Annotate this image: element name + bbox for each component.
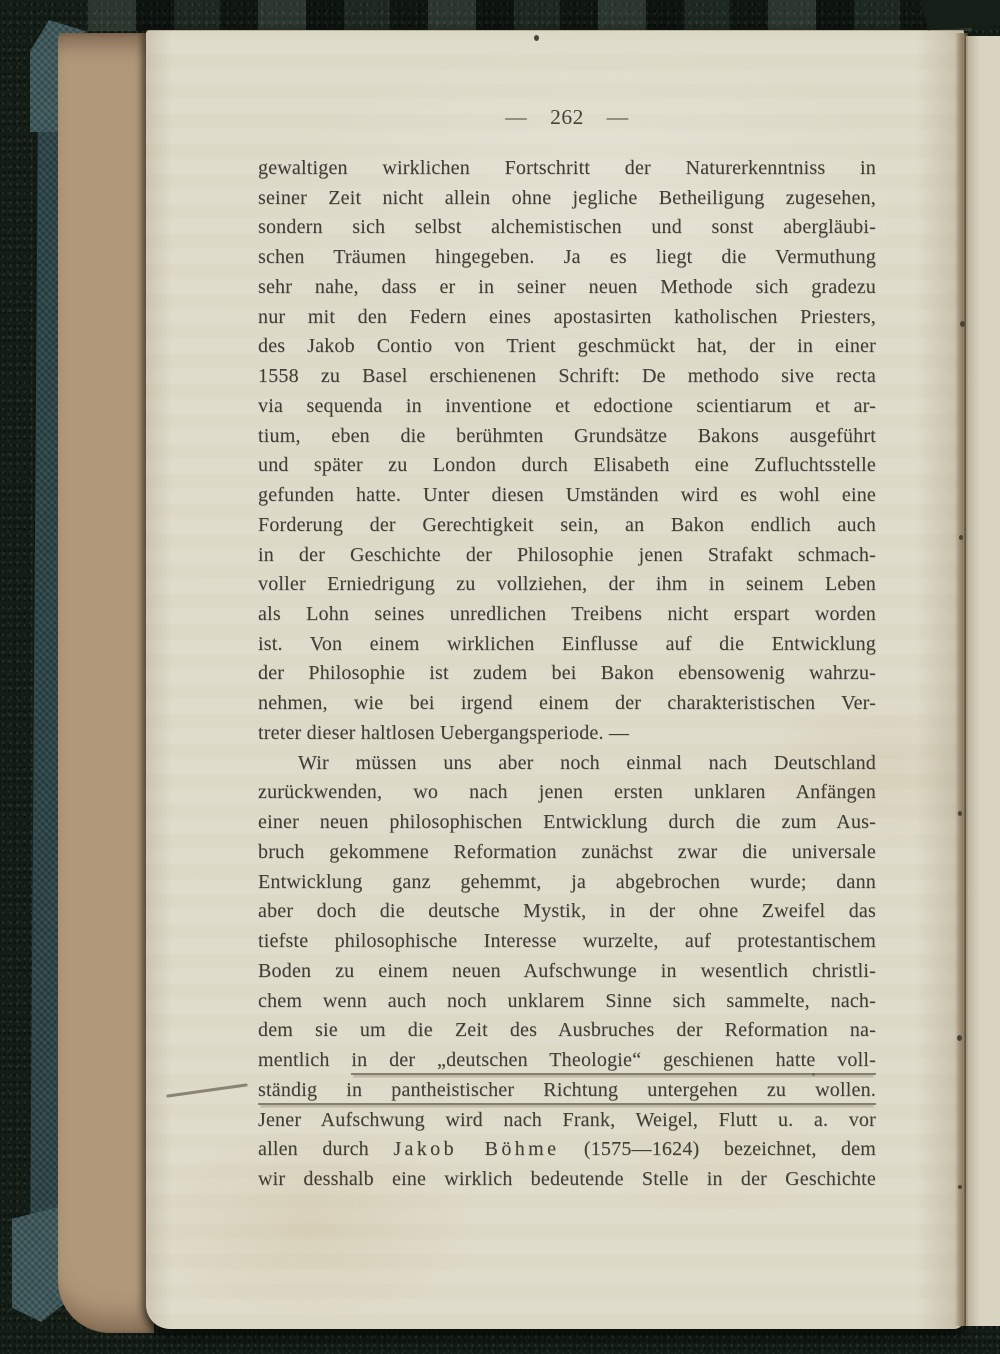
text-line: tiefste philosophische Interesse wurzelte, auf protestantischem [258,930,876,953]
text-line [258,1135,876,1165]
text-block [258,154,876,1195]
pencil-margin-mark [166,1083,248,1097]
text-line: via sequenda in inventione et edoctione scientiarum et ar- [258,394,876,417]
text-line: und später zu London durch Elisabeth eine Zufluchtsstelle [258,454,876,477]
paper-speck [534,35,539,41]
text-line: zurückwenden, wo nach jenen ersten unklaren Anfängen [258,781,876,804]
text-segment: mentlich [258,1049,352,1072]
text-line: 1558 zu Basel erschienenen Schrift: De methodo sive recta [258,365,876,388]
text-line: voller Erniedrigung zu vollziehen, der ihm in seinem Leben [258,573,876,596]
text-line: gefunden hatte. Unter diesen Umständen wird es wohl eine [258,484,876,507]
text-line: ist. Von einem wirklichen Einflusse auf die Entwicklung [258,632,876,655]
text-line: nur mit den Federn eines apostasirten katholischen Priesters, [258,305,876,328]
text-line: des Jakob Contio von Trient geschmückt hat, der in einer [258,335,876,358]
text-line: treter dieser haltlosen Uebergangsperiode. — [258,721,630,744]
pencil-underlined-text: ständig in pantheistischer Richtung untergehen zu wollen. [258,1079,876,1105]
text-line: nehmen, wie bei irgend einem der charakteristischen Ver- [258,692,876,715]
gutter-speck [960,321,965,327]
gutter-shadow [955,33,968,1326]
text-line: Forderung der Gerechtigkeit sein, an Bakon endlich auch [258,513,876,536]
text-segment: allen durch [258,1138,394,1161]
text-line: einer neuen philosophischen Entwicklung durch die zum Aus- [258,811,876,834]
text-line: gewaltigen wirklichen Fortschritt der Naturerkenntniss in [258,157,876,179]
gutter-speck [957,1035,962,1041]
text-line: schen Träumen hingegeben. Ja es liegt die Vermuthung [258,246,876,269]
text-line: Jener Aufschwung wird nach Frank, Weigel, Flutt u. a. vor [258,1108,876,1131]
text-line: Entwicklung ganz gehemmt, ja abgebrochen wurde; dann [258,870,876,893]
text-segment: (1575—1624) bezeichnet, dem [559,1138,877,1161]
text-line: Wir müssen uns aber noch einmal nach Deutschland [298,751,876,774]
text-line: aber doch die deutsche Mystik, in der ohne Zweifel das [258,900,876,923]
page-edge-stack [58,33,154,1333]
letterspaced-name: Jakob Böhme [393,1138,560,1161]
text-line: dem sie um die Zeit des Ausbruches der Reformation na- [258,1019,876,1042]
text-line [258,1076,876,1106]
paper-speck [812,1073,815,1076]
text-line: in der Geschichte der Philosophie jenen Strafakt schmach- [258,543,876,566]
gutter-speck [959,535,963,540]
pencil-underlined-text: in der „deutschen Theologie“ geschienen hatte voll- [351,1049,876,1075]
book-page [146,30,964,1329]
text-line: chem wenn auch noch unklarem Sinne sich sammelte, nach- [258,989,876,1012]
text-line: der Philosophie ist zudem bei Bakon ebensowenig wahrzu- [258,662,876,685]
text-line: als Lohn seines unredlichen Treibens nicht erspart worden [258,603,876,626]
text-line: seiner Zeit nicht allein ohne jegliche Betheiligung zugesehen, [258,186,876,209]
gutter-speck [958,811,962,816]
page-number: — 262 — [505,105,629,129]
binding-top-shadow [88,0,972,31]
text-line: bruch gekommene Reformation zunächst zwar die universale [258,840,876,863]
adjacent-page-sliver [966,36,1000,1326]
text-line [258,1046,876,1076]
text-line: wir desshalb eine wirklich bedeutende Stelle in der Geschichte [258,1167,876,1190]
gutter-speck [958,1185,962,1189]
text-line: sondern sich selbst alchemistischen und sonst abergläubi- [258,216,876,239]
text-line: tium, eben die berühmten Grundsätze Bakons ausgeführt [258,424,876,447]
text-line: Boden zu einem neuen Aufschwunge in wesentlich christli- [258,959,876,982]
text-line: sehr nahe, dass er in seiner neuen Methode sich gradezu [258,275,876,298]
